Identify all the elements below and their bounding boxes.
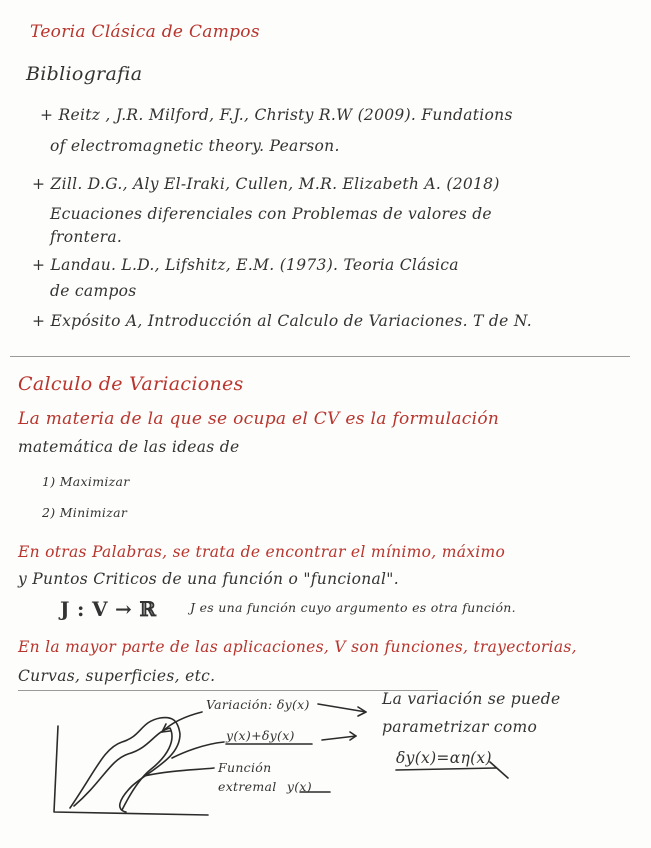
extremal-label — [218, 779, 312, 794]
paragraph-line: En otras Palabras, se trata de encontrar el mínimo, máximo — [18, 543, 506, 561]
intro-line: matemática de las ideas de — [18, 438, 240, 456]
bibliography-line: + Expósito A, Introducción al Calculo de Variaciones. T de N. — [32, 312, 532, 330]
extremal-word: extremal — [218, 779, 277, 794]
page-title: Teoria Clásica de Campos — [30, 22, 260, 42]
bibliography-heading: Bibliografia — [26, 63, 143, 85]
note-line: La variación se puede — [382, 690, 561, 708]
paragraph-line: En la mayor parte de las aplicaciones, V son funciones, trayectorias, — [18, 638, 577, 656]
bibliography-line: + Landau. L.D., Lifshitz, E.M. (1973). Teoria Clásica — [32, 256, 459, 274]
note-line: parametrizar como — [382, 718, 538, 736]
list-item: 2) Minimizar — [42, 505, 128, 520]
bibliography-line: de campos — [50, 282, 137, 300]
perturbed-label: y(x)+δy(x) — [226, 728, 295, 743]
extremal-symbol: y(x) — [286, 779, 312, 794]
bibliography-line: + Reitz , J.R. Milford, F.J., Christy R.W (2009). Fundations — [40, 106, 513, 124]
note-formula: δy(x)=αη(x) — [396, 749, 492, 767]
extremal-label: Función — [218, 760, 272, 775]
functional-equation: J : V → ℝ — [60, 597, 157, 621]
paragraph-line: y Puntos Criticos de una función o "funcional". — [18, 570, 399, 588]
variation-label: Variación: δy(x) — [206, 697, 310, 712]
bibliography-line: of electromagnetic theory. Pearson. — [50, 137, 340, 155]
list-item: 1) Maximizar — [42, 474, 130, 489]
bibliography-line: + Zill. D.G., Aly El-Iraki, Cullen, M.R. Elizabeth A. (2018) — [32, 175, 500, 193]
bibliography-line: Ecuaciones diferenciales con Problemas de valores de — [50, 205, 492, 223]
equation-note: J es una función cuyo argumento es otra función. — [190, 600, 516, 615]
section-heading: Calculo de Variaciones — [18, 373, 244, 395]
paragraph-line: Curvas, superficies, etc. — [18, 667, 216, 685]
perturbed-arrow — [172, 742, 224, 758]
intro-line: La materia de la que se ocupa el CV es la formulación — [18, 409, 500, 429]
bibliography-line: frontera. — [50, 228, 123, 246]
